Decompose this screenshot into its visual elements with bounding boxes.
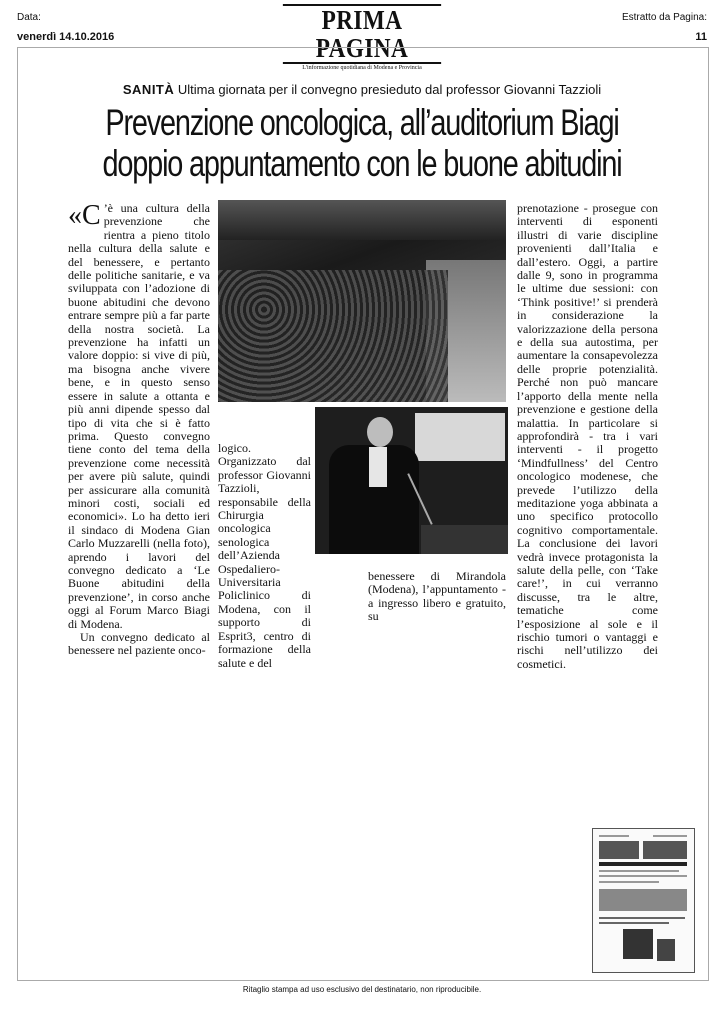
paragraph-2: Un convegno dedicato al benessere nel paziente onco- [68,630,210,658]
paragraph-3: logico. Organizzato dal professor Giovanni Tazzioli, responsabile della Chirurgia oncologica senologica dell’Azienda Ospedaliero-Universitaria Policlinico di Modena, con il supporto di Esprit3, centro di formazione della salute e del [218,441,311,670]
kicker-text: Ultima giornata per il convegno presieduto dal professor Giovanni Tazzioli [177,82,602,97]
masthead-name: PRIMA PAGINA [283,4,441,64]
thumb-photo-1 [599,841,639,859]
thumb-header-line-right [653,835,687,837]
thumb-photo-2 [643,841,687,859]
dropcap: «C [68,200,101,231]
masthead-tagline: L'informazione quotidiana di Modena e Provincia [302,65,422,71]
headline-line-2: doppio appuntamento con le buone abitudini [102,143,622,184]
extract-page: 11 [695,31,707,43]
thumb-subtitle-2 [599,922,669,924]
thumb-header-line [599,835,629,837]
kicker-tag: SANITÀ [122,82,175,97]
paragraph-5: prenotazione - prosegue con interventi di esponenti illustri di varie discipline provenienti dall’Italia e dall’estero. Oggi, a partire dalle 9, sono in programma le ultime due sessioni: con ‘Think positive!’ si prenderà in considerazione la valorizzazione della persona e della sua autostima, per aumentare la consapevolezza delle proprie potenzialità. Perché non può mancare l’apporto della mente nella prevenzione e gestione della malattia. In particolare si approfondirà - tra i vari interventi - il progetto ‘Mindfullness’ del Centro oncologico modenese, che prevede l’utilizzo della meditazione yoga abbinata a uno specifico protocollo cognitivo comportamentale. La conclusione dei lavori vedrà invece protagonista la salute della pelle, con ‘Take care!’, in cui verranno discusse, tra le altre, tematiche come l’esposizione al sole e il rischio tumori o vantaggi e rischi nell’utilizzo dei cosmetici. [517,201,658,671]
thumb-subtitle [599,917,685,919]
date-label: Data: [17,12,41,23]
thumb-photo-5 [657,939,675,961]
headline-line-1: Prevenzione oncologica, all’auditorium Biagi [105,102,619,143]
photo-audience-ceiling [218,200,506,240]
thumb-photo-3 [599,889,687,911]
thumb-text-2 [599,875,687,877]
paragraph-1-text: ’è una cultura della prevenzione che rientra a pieno titolo nella cultura della salute e del benessere, e pertanto delle politiche sanitarie, e va sviluppata con l’adozione di buone abitudini che devono entrare sempre più a far parte della nostra società. La prevenzione ha infatti un valore doppio: si vive di più, ma bisogna anche vivere bene, e in questo senso essere in salute a ottanta e più anni dipende spesso dal tipo di vita che si è fatto prima. Questo convegno tiene conto del tema della prevenzione come necessità per avere più salute, quindi per assicurare alla comunità minori costi, sociali ed economici». Lo ha detto ieri il sindaco di Modena Gian Carlo Muzzarelli (nella foto), aprendo i lavori del convegno dedicato a ‘Le Buone abitudini della prevenzione’, in corso anche oggi al Forum Marco Biagi di Modena. [68,201,210,631]
thumb-text-1 [599,870,679,872]
photo-audience-crowd [218,270,448,402]
photo-speaker-head [367,417,393,447]
article-kicker [20,82,704,97]
photo-speaker-shirt [369,447,387,487]
extract-label: Estratto da Pagina: [621,12,707,23]
photo-speaker-screen [415,413,505,461]
photo-audience [218,200,506,402]
footer-notice: Ritaglio stampa ad uso esclusivo del destinatario, non riproducibile. [242,985,482,994]
thumb-title [599,862,687,866]
paragraph-1 [68,202,210,631]
date-value: venerdì 14.10.2016 [17,31,115,43]
article-column-2 [218,442,358,670]
paragraph-4: benessere di Mirandola (Modena), l’appuntamento - a ingresso libero e gratuito, su [368,569,506,624]
thumb-text-3 [599,881,659,883]
thumb-photo-4 [623,929,653,959]
article-column-3 [368,570,506,624]
article-column-4 [517,202,658,671]
page-thumbnail [592,828,695,973]
article-column-1 [68,202,210,658]
photo-speaker-podium [421,525,508,554]
